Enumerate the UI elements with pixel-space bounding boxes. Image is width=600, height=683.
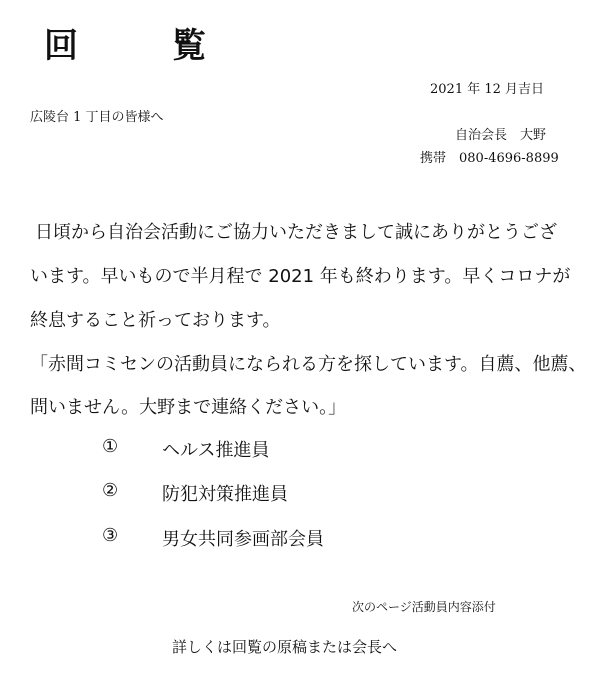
body-line: 日頃から自治会活動にご協力いただきまして誠にありがとうござ <box>35 222 557 243</box>
body-line: 「赤間コミセンの活動員になられる方を探しています。自薦、他薦、 <box>30 354 587 375</box>
item-number: ① <box>102 436 119 457</box>
item-number: ③ <box>102 525 119 546</box>
body-line: 問いません。大野まで連絡ください。」 <box>30 397 347 418</box>
body-line: います。早いもので半月程で 2021 年も終わります。早くコロナが <box>30 266 571 287</box>
issue-date: 2021 年 12 月吉日 <box>430 82 545 97</box>
item-number: ② <box>102 480 119 501</box>
item-text: 防犯対策推進員 <box>162 484 288 505</box>
footer-note: 詳しくは回覧の原稿または会長へ <box>172 638 398 656</box>
body-line: 終息すること祈っております。 <box>30 310 281 331</box>
sender-name: 自治会長 大野 <box>455 128 547 143</box>
item-text: ヘルス推進員 <box>162 440 270 461</box>
document-title: 回 覧 <box>44 26 236 66</box>
sender-phone: 携帯 080-4696-8899 <box>420 151 559 166</box>
addressee: 広陵台 1 丁目の皆様へ <box>30 110 164 125</box>
item-text: 男女共同参画部会員 <box>162 529 324 550</box>
attachment-note: 次のページ活動員内容添付 <box>352 600 496 614</box>
